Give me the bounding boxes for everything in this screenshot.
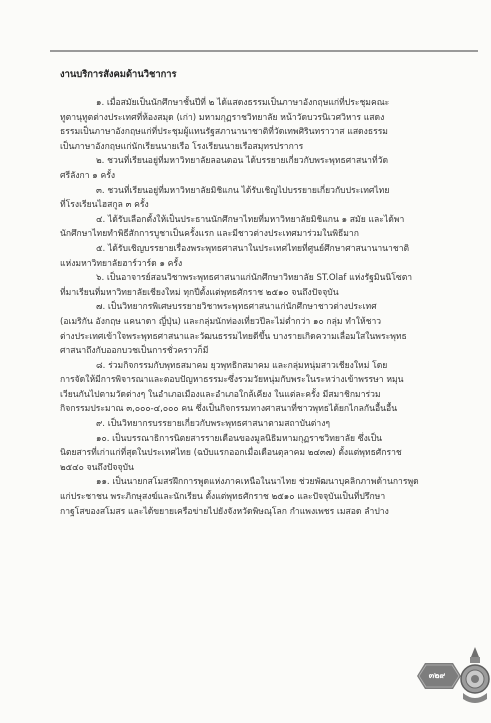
body-text xyxy=(60,96,440,519)
institution-seal-icon xyxy=(459,645,491,707)
header-rule xyxy=(50,50,478,52)
paragraph-11: ๑๑. เป็นนายกสโมสรฝึกการพูดแห่งภาคเหนือในนาไทย ช่วยพัฒนาบุคลิกภาพด้านการพูด แก่ประชาชน พระภิกษุสงฆ์และนักเรียน ตั้งแต่พุทธศักราช ๒๕๑๐ และปัจจุบันเป็นที่ปรึกษา กาฐโสของสโมสร และได้ขยายเครือข่ายไปยังจังหวัดพิษณุโลก กำแพงเพชร เมสอด ลำปาง xyxy=(60,477,419,517)
paragraph-6: ๖. เป็นอาจารย์สอนวิชาพระพุทธศาสนาแก่นักศึกษาวิทยาลัย ST.Olaf แห่งรัฐมินนิโซตา ที่มาเรียนที่มหาวิทยาลัยเชียงใหม่ ทุกปีตั้งแต่พุทธศักราช ๒๕๑๐ จนถึงปัจจุบัน xyxy=(60,273,413,298)
paragraph-9: ๙. เป็นวิทยากรบรรยายเกี่ยวกับพระพุทธศาสนาตามสถาบันต่างๆ xyxy=(96,419,331,430)
paragraph-10: ๑๐. เป็นบรรณาธิการนิตยสารรายเดือนของมูลนิธิมหามกุฏราชวิทยาลัย ซึ่งเป็น นิตยสารที่เก่าแก่ที่สุดในประเทศไทย (ฉบับแรกออกเมื่อเดือนตุลาคม ๒๔๓๗) ตั้งแต่พุทธศักราช ๒๕๔๐ จนถึงปัจจุบัน xyxy=(60,433,402,473)
paragraph-8: ๘. ร่วมกิจกรรมกับพุทธสมาคม ยุวพุทธิกสมาคม และกลุ่มหนุ่มสาวเชียงใหม่ โดย การจัดให้มีการพิจารณาและตอบปัญหาธรรมะซึ่งรวมวัยหนุ่มกับพระในระหว่างเข้าพรรษา หมุน เวียนกันไปตามวัดต่างๆ ในอำเภอเมืองและอำเภอใกล้เคียง ในแต่ละครั้ง มีสมาชิกมาร่วม กิจกรรมประมาณ ๓,๐๐๐-๔,๐๐๐ คน ซึ่งเป็นกิจกรรมทางศาสนาที่ชาวพุทธได้ยกไกลกันอื้นอื้น xyxy=(60,360,404,415)
paragraph-5: ๕. ได้รับเชิญบรรยายเรื่องพระพุทธศาสนาในประเทศไทยที่ศูนย์ศึกษาศาสนานานาชาติ แห่งมหาวิทยาลัยฮาร์วาร์ด ๑ ครั้ง xyxy=(60,243,410,269)
paragraph-2: ๒. ชวนที่เรียนอยู่ที่มหาวิทยาลัยลอนดอน ได้บรรยายเกี่ยวกับพระพุทธศาสนาที่วัด ศรีลังกา ๑ ครั้ง xyxy=(60,156,389,181)
section-title: งานบริการสังคมด้านวิชาการ xyxy=(60,69,177,80)
paragraph-1: ๑. เมื่อสมัยเป็นนักศึกษาชั้นปีที่ ๒ ได้แสดงธรรมเป็นภาษาอังกฤษแก่ที่ประชุมคณะ ทูตานุทูตต่างประเทศที่ห้องสมุด (เก่า) มหามกุฏราชวิทยาลัย หน้าวัดบวรนิเวศวิหาร แสดง ธรรมเป็นภาษาอังกฤษแก่ที่ประชุมผู้แทนรัฐสภานานาชาติที่วัดเทพศิรินทราวาส แสดงธรรม เป็นภาษาอังกฤษแก่นักเรียนนายเรือ โรงเรียนนายเรือสมุทรปราการ xyxy=(60,98,390,152)
page-number: ๓๒๙ xyxy=(428,671,446,680)
paragraph-3: ๓. ชวนที่เรียนอยู่ที่มหาวิทยาลัยมิชิแกน ได้รับเชิญไปบรรยายเกี่ยวกับประเทศไทย ที่โรงเรียนไฮสกูล ๓ ครั้ง xyxy=(60,185,390,211)
paragraph-4: ๔. ได้รับเลือกตั้งให้เป็นประธานนักศึกษาไทยที่มหาวิทยาลัยมิชิแกน ๑ สมัย และได้พา นักศึกษาไทยทำพิธีสักการบูชาเป็นครั้งแรก และมีชาวต่างประเทศมาร่วมในพิธีมาก xyxy=(60,214,405,240)
paragraph-7: ๗. เป็นวิทยากรพิเศษบรรยายวิชาพระพุทธศาสนาแก่นักศึกษาชาวต่างประเทศ (อเมริกัน อังกฤษ แคนาดา ญี่ปุ่น) และกลุ่มนักท่องเที่ยวปีละไม่ต่ำกว่า ๑๐ กลุ่ม ทำให้ชาว ต่างประเทศเข้าใจพระพุทธศาสนาและวัฒนธรรมไทยดีขึ้น บางรายเกิดความเลื่อมใสในพระพุทธ ศาสนาถึงกับออกบวชเป็นการชั่วคราวก็มี xyxy=(60,302,407,357)
